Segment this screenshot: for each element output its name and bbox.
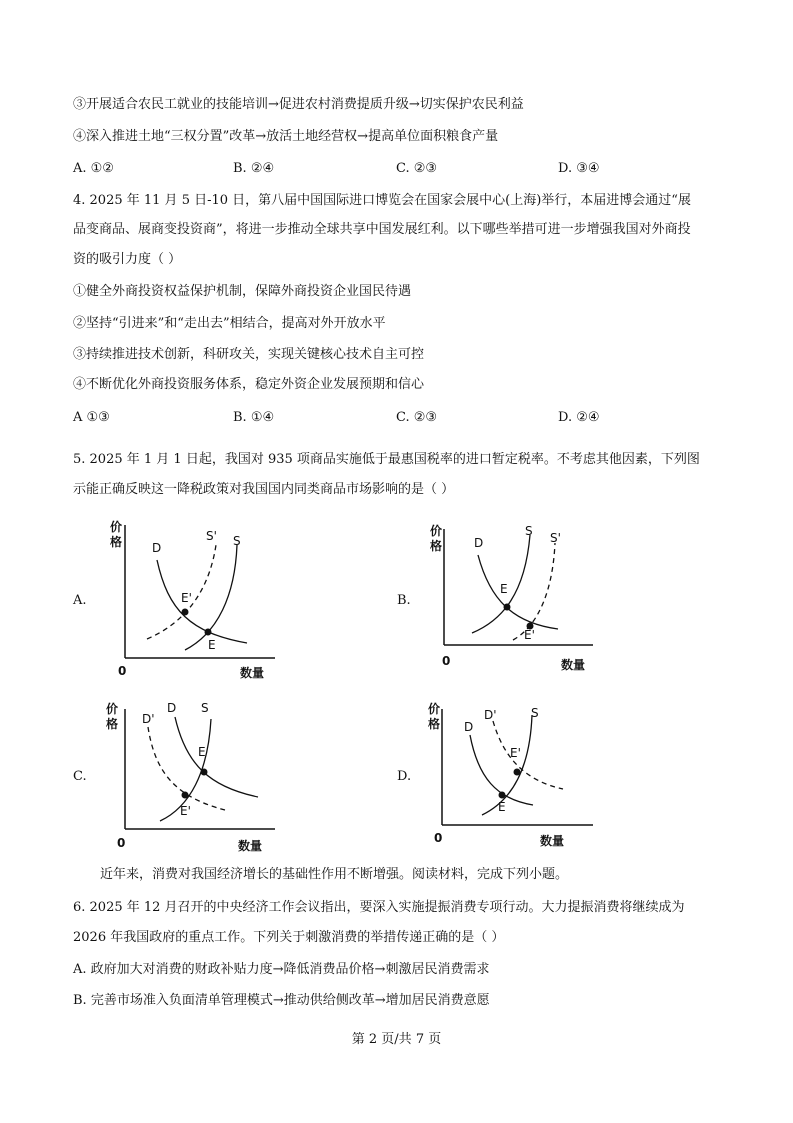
graph-d-origin: 0: [434, 831, 443, 845]
graph-b: [418, 515, 608, 675]
graph-b-label-d: D: [474, 536, 484, 550]
q3-item-3: ③开展适合农民工就业的技能培训→促进农村消费提质升级→切实保护农民利益: [73, 97, 524, 112]
graph-d-xlabel: 数量: [540, 834, 565, 848]
graph-a-label-e: E: [208, 638, 216, 652]
graph-a-origin: 0: [118, 664, 127, 678]
graph-b-xlabel: 数量: [561, 658, 586, 672]
graph-c-point-e-prime: [182, 792, 189, 799]
graph-b-origin: 0: [442, 654, 451, 668]
graph-c-label-s: S: [201, 701, 209, 715]
graph-c-point-e: [201, 769, 208, 776]
graph-d-curve-d-prime: [493, 721, 563, 789]
graph-b-label-e-prime: E': [524, 628, 535, 642]
q4-item-1: ①健全外商投资权益保护机制，保障外商投资企业国民待遇: [73, 284, 412, 299]
q3-option-b: B. ②④: [233, 161, 275, 176]
graph-d-curve-s: [482, 715, 532, 815]
graph-b-ylabel-1: 价: [430, 524, 443, 538]
graph-b-label-s-prime: S': [550, 531, 561, 545]
graph-a-label-s-prime: S': [206, 529, 217, 543]
q4-stem-line-3: 资的吸引力度（ ）: [73, 252, 182, 267]
q4-item-2: ②坚持“引进来”和“走出去”相结合，提高对外开放水平: [73, 316, 386, 331]
q4-stem-line-1: 4. 2025 年 11 月 5 日-10 日，第八届中国国际进口博览会在国家会展中心(上海)举行，本届进博会通过“展: [73, 193, 691, 208]
q5-stem-line-1: 5. 2025 年 1 月 1 日起，我国对 935 项商品实施低于最惠国税率的进口暂定税率。不考虑其他因素，下列图: [73, 452, 700, 467]
graph-a-xlabel: 数量: [240, 666, 265, 680]
graph-d-point-e: [499, 792, 506, 799]
graph-b-option-label: B.: [397, 593, 411, 608]
q4-item-3: ③持续推进技术创新，科研攻关，实现关键核心技术自主可控: [73, 347, 425, 362]
graph-b-label-s: S: [525, 524, 533, 538]
q6-stem-line-1: 6. 2025 年 12 月召开的中央经济工作会议指出，要深入实施提振消费专项行动。大力提振消费将继续成为: [73, 900, 685, 915]
graph-a-ylabel-2: 格: [110, 535, 123, 549]
graph-c: [100, 697, 290, 857]
graph-c-label-e-prime: E': [180, 804, 191, 818]
q5-stem-line-2: 示能正确反映这一降税政策对我国国内同类商品市场影响的是（ ）: [73, 482, 455, 497]
graph-a-point-e: [205, 629, 212, 636]
graph-a-ylabel-1: 价: [110, 520, 123, 534]
q4-item-4: ④不断优化外商投资服务体系，稳定外资企业发展预期和信心: [73, 377, 425, 392]
q4-stem-line-2: 品变商品、展商变投资商”，将进一步推动全球共享中国发展红利。以下哪些举措可进一步增强我国对外商投: [73, 222, 691, 237]
page-footer: 第 2 页/共 7 页: [351, 1032, 442, 1047]
graph-c-label-e: E: [198, 745, 206, 759]
q4-option-d: D. ②④: [558, 410, 600, 425]
graph-d-label-s: S: [531, 706, 539, 720]
q6-stem-line-2: 2026 年我国政府的重点工作。下列关于刺激消费的举措传递正确的是（ ）: [73, 930, 505, 945]
graph-c-xlabel: 数量: [238, 839, 263, 853]
graph-c-label-d: D: [167, 701, 177, 715]
graph-c-ylabel-2: 格: [106, 717, 119, 731]
graph-a-label-s: S: [233, 534, 241, 548]
q3-option-d: D. ③④: [558, 161, 600, 176]
graph-a-label-d: D: [152, 541, 162, 555]
graph-c-curve-d: [175, 717, 258, 797]
graph-d-ylabel-2: 格: [428, 717, 441, 731]
graph-d-label-d: D: [464, 720, 474, 734]
graph-a-option-label: A.: [73, 593, 87, 608]
graph-a-curve-s: [185, 545, 237, 650]
graph-d-label-d-prime: D': [484, 708, 497, 722]
graph-c-label-d-prime: D': [142, 712, 155, 726]
q3-option-a: A. ①②: [73, 161, 114, 176]
graph-d-label-e-prime: E': [510, 746, 521, 760]
graph-a-curve-d: [157, 560, 247, 643]
q6-option-b: B. 完善市场准入负面清单管理模式→推动供给侧改革→增加居民消费意愿: [73, 993, 490, 1008]
graph-a-point-e-prime: [182, 609, 189, 616]
graph-b-label-e: E: [500, 582, 508, 596]
graph-d-label-e: E: [498, 800, 506, 814]
graph-a-label-e-prime: E': [181, 591, 192, 605]
graph-a: [100, 515, 290, 685]
q4-option-b: B. ①④: [233, 410, 275, 425]
graph-c-origin: 0: [117, 836, 126, 850]
graph-b-curve-s-prime: [513, 543, 555, 640]
q4-option-c: C. ②③: [396, 410, 438, 425]
q3-option-c: C. ②③: [396, 161, 438, 176]
graph-c-option-label: C.: [73, 769, 87, 784]
q6-option-a: A. 政府加大对消费的财政补贴力度→降低消费品价格→刺激居民消费需求: [73, 962, 490, 977]
intro-paragraph: 近年来，消费对我国经济增长的基础性作用不断增强。阅读材料，完成下列小题。: [100, 867, 569, 882]
graph-b-curve-d: [478, 555, 558, 629]
graph-d: [418, 697, 608, 857]
graph-c-ylabel-1: 价: [106, 702, 119, 716]
graph-d-ylabel-1: 价: [428, 702, 441, 716]
graph-b-point-e: [504, 604, 511, 611]
graph-d-option-label: D.: [397, 769, 412, 784]
graph-b-ylabel-2: 格: [430, 539, 443, 553]
q3-item-4: ④深入推进土地“三权分置”改革→放活土地经营权→提高单位面积粮食产量: [73, 129, 499, 144]
graph-d-point-e-prime: [514, 769, 521, 776]
q4-option-a: A ①③: [73, 410, 110, 425]
